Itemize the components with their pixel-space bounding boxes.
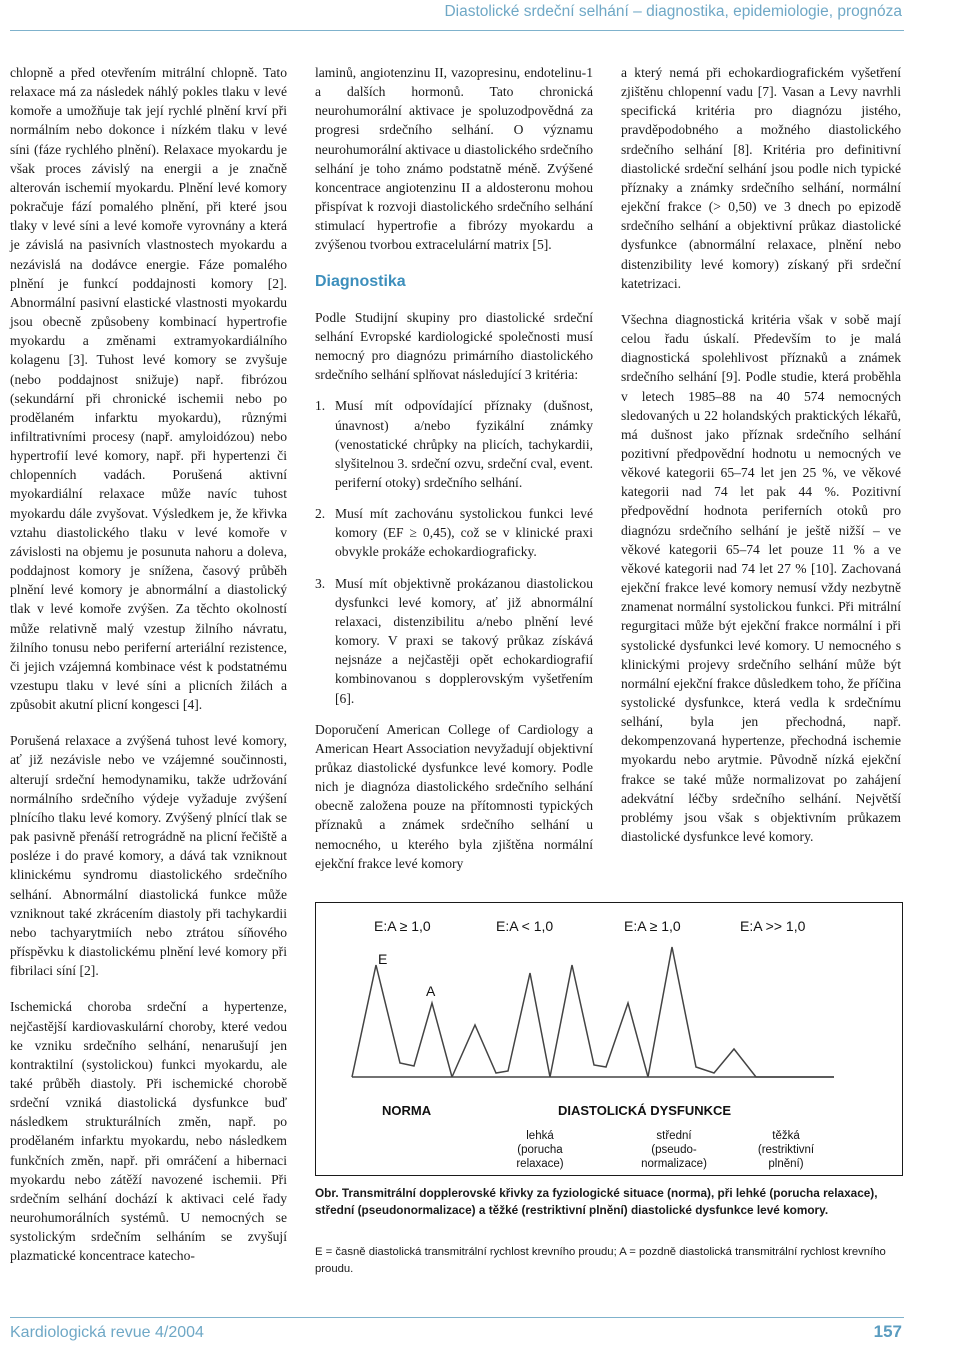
ratio-label: E:A >> 1,0 — [740, 918, 806, 934]
text-column-1 — [10, 63, 287, 1266]
criteria-item — [315, 396, 593, 492]
running-title: Diastolické srdeční selhání – diagnostika, epidemiologie, prognóza — [444, 3, 902, 20]
section-heading: Diagnostika — [315, 272, 406, 290]
moderate-label: střední (pseudo- normalizace) — [641, 1130, 707, 1170]
curve-severe — [648, 947, 834, 1077]
curve-mild — [452, 973, 550, 1077]
text-column-3 — [621, 63, 901, 846]
paragraph: Porušená relaxace a zvýšená tuhost levé komory, ať již nezávisle nebo ve vzájemné součinnosti, alterují srdeční hemodynamiku, takže udržování normálního srdečního výdeje vyžaduje zvýšení plnícího tlaku levé komory. Zvýšený plnící tlak se pak pasivně přenáší retrográdně na plicní řečiště a posléze i do pravé komory, a dává tak vzniknout klinickému syndromu diastolického srdečního selhání. Abnormální diastolická funkce může vzniknout také zkrácením diastoly při tachykardii nebo tachyarytmiích nebo ztrátou síňového příspěvku k diastolickému plnění levé komory při fibrilaci síní [2]. — [10, 733, 287, 979]
page-number: 157 — [873, 1322, 902, 1341]
paragraph: laminů, angiotenzinu II, vazopresinu, endotelinu-1 a dalších hormonů. Tato chronická neurohumorální aktivace je spoluzodpovědná za progresi srdečního selhání. O významu neurohumorální aktivace u diastolického srdečního selhání je toho známo podstatně méně. Zvýšené koncentrace angiotenzinu II a aldosteronu mohou přispívat k rozvoji diastolického srdečního selhání stimulací hypertrofie a fibrózy myokardu a zvýšenou tvorbou extracelulární matrix [5]. — [315, 65, 593, 253]
mild-label: lehká (porucha relaxace) — [516, 1130, 564, 1170]
page-header — [0, 0, 960, 30]
text-column-2 — [315, 63, 593, 873]
doppler-figure — [315, 902, 903, 1176]
journal-issue: Kardiologická revue 4/2004 — [10, 1324, 204, 1341]
ratio-label: E:A ≥ 1,0 — [624, 918, 681, 934]
criteria-number: 1. — [315, 398, 326, 414]
criteria-item — [315, 574, 593, 708]
criteria-item — [315, 504, 593, 561]
criteria-text: Musí mít objektivně prokázanou diastolickou dysfunkci levé komory, ať již abnormální relaxaci, distenzibilitu a/nebo plnění levé komory. V praxi se takový průkaz získává nejsnáze a nejčastěji opět echokardiografií kombinovanou s dopplerovským vyšetřením [6]. — [335, 575, 593, 706]
severe-label: těžká (restriktivní plnění) — [757, 1130, 815, 1170]
paragraph: a který nemá při echokardiografickém vyšetření zjištěnu chlopenní vadu [7]. Vasan a Levy navrhli specifická kritéria pro diagnózu jistého, pravděpodobného a možného diastolického srdečního selhání [8]. Kritéria pro definitivní diastolické srdeční selhání jsou podle nich typické příznaky a známky srdečního selhání, normální ejekční frakce (> 0,50) ve 3 dnech po epizodě srdečního selhání a objektivní průkaz diastolické dysfunkce (abnormální relaxace, plnění nebo distenzibility levé komory) získaný při srdeční katetrizaci. — [621, 65, 901, 291]
paragraph: chlopně a před otevřením mitrální chlopně. Tato relaxace má za následek náhlý pokles tlaku v levé komoře a umožňuje tak její rychlé plnění krví při normálním nebo dokonce i nízkém tlaku v levé síni (fáze rychlého plnění). Relaxace myokardu je však proces závislý na energii a je značně alterován ischemií myokardu. Plnění levé komory pokračuje fází pomalého plnění, při které jsou tlaky v levé síni a levé komoře vyrovnány a která je závislá na pasivních vlastnostech myokardu a nezávislá na dodávce energie. Fáze pomalého plnění je funkcí poddajnosti komory [2]. Abnormální pasivní elastické vlastnosti myokardu jsou obecně způsobeny kombinací hypertrofie myokardu a změnami extramyokardiálního kolagenu [3]. Tuhost levé komory se zvyšuje (nebo poddajnost snižuje) např. fibrózou (sekundární při chronické ischemii nebo po prodělaném infarktu myokardu), různými infiltrativními procesy (např. amyloidózou) nebo hypertrofií levé komory, např. při hypertenzi či chlopenních vadách. Porušená aktivní myokardiální relaxace může navíc tuhost myokardu dále zvyšovat. Výsledkem je, že křivka vztahu diastolického tlaku v levé komoře v závislosti na objemu je posunuta nahoru a doleva, poddajnost komory je snížena, časový průběh plnění levé komory je abnormální a diastolický tlak v levé komoře zvýšen. Za těchto okolností může relativně malý vzestup žilního návratu, žilního tonusu nebo periferní arteriální rezistence, či jejich vzájemná kombinace vést k podstatnému vzestupu tlaku v levé síni a plicních žilách a způsobit akutní plicní kongesci [4]. — [10, 65, 287, 713]
figure-caption-text: E = časně diastolická transmitrální rychlost krevního proudu; A = pozdně diastolická transmitrální rychlost krevního proudu. — [315, 1246, 886, 1275]
criteria-text: Musí mít odpovídající příznaky (dušnost, únavnost) a/nebo fyzikální známky (venostatické chrůpky na plicích, tachykardii, slyšitelnou 3. srdeční ozvu, srdeční cval, event. periferní otoky) srdečního selhání. — [335, 398, 593, 490]
criteria-list — [315, 396, 593, 707]
dysfunction-label: DIASTOLICKÁ DYSFUNKCE — [558, 1103, 732, 1118]
header-divider — [10, 30, 904, 31]
a-wave-label: A — [426, 983, 436, 999]
criteria-text: Musí mít zachovánu systolickou funkci levé komory (EF ≥ 0,45), což se v klinické praxi obvykle prokáže echokardiograficky. — [335, 506, 593, 560]
criteria-number: 2. — [315, 506, 326, 522]
norma-label: NORMA — [382, 1103, 432, 1118]
e-wave-label: E — [378, 951, 388, 967]
curve-moderate — [550, 965, 648, 1077]
curve-norma — [352, 965, 452, 1077]
ratio-label: E:A < 1,0 — [496, 918, 554, 934]
footer-divider — [10, 1317, 904, 1318]
paragraph: Všechna diagnostická kritéria však v sobě mají celou řadu úskalí. Především to je malá diagnostická spolehlivost příznaků a známek srdečního selhání [9]. Podle studie, která proběhla v letech 1985–88 na 40 574 nemocných sledovaných u 22 holandských praktických lékařů, má dušnost jako příznak srdečního selhání pozitivní předpovědní hodnotu u nemocných ve věkové kategorii 65–74 let jen 25 %, ve věkové kategorii nad 74 let pak 44 %. Pozitivní předpovědní hodnota periferních otoků pro diagnózu srdečního selhání je ještě nižší – ve věkové kategorii 65–74 let pouze 11 % a ve věkové kategorii nad 74 let 27 % [10]. Zachovaná ejekční frakce levé komory nemusí vždy nezbytně znamenat normální systolickou funkci. Při mitrální regurgitaci může být ejekční frakce normální i při systolické dysfunkci levé komory. U nemocného s klinickými projevy srdečního selhání může být normální ejekční frakce důsledkem toho, že příčina systolické dysfunkce, která vedla k srdečnímu selhání, byla jen přechodná, např. dekompenzovaná hypertenze, přechodná ischemie myokardu nebo arytmie. Původně nízká ejekční frakce se také může normalizovat po zahájení adekvátní léčby srdečního selhání. Největší problémy jsou však s objektivním průkazem diastolické dysfunkce levé komory. — [621, 311, 901, 845]
ratio-label: E:A ≥ 1,0 — [374, 918, 431, 934]
paragraph: Ischemická choroba srdeční a hypertenze, nejčastější kardiovaskulární choroby, které vedou ke vzniku srdečního selhání, nenarušují jen kontraktilní (systolickou) funkci myokardu, ale také průběh diastoly. Při ischemické chorobě srdeční vzniká diastolická dysfunkce buď následkem strukturálních změn, např. po prodělaném infarktu myokardu, nebo následkem funkčních změn, např. při omráčení a hibernaci myokardu nebo zátěží navozené ischemii. Při srdečním selhání dochází k aktivaci celé řady neurohumorálních systémů. U nemocných se systolickým srdečním selháním se zvyšují plazmatické koncentrace katecho- — [10, 999, 287, 1264]
criteria-number: 3. — [315, 575, 326, 591]
paragraph: Doporučení American College of Cardiology a American Heart Association nevyžadují objektivní průkaz diastolické dysfunkce levé komory. Podle nich je diagnóza diastolického srdečního selhání obecně založena pouze na přítomnosti typických příznaků a známek srdečního selhání u nemocného, u kterého byla zjištěna normální ejekční frakce levé komory — [315, 721, 593, 871]
figure-caption-title: Obr. Transmitrální dopplerovské křivky za fyziologické situace (norma), při lehké (porucha relaxace), střední (pseudonormalizace) a těžké (restriktivní plnění) diastolické dysfunkce levé komory. — [315, 1186, 878, 1217]
paragraph: Podle Studijní skupiny pro diastolické srdeční selhání Evropské kardiologické společnosti musí nemocný pro diagnózu primárního diastolického srdečního selhání splňovat následující 3 kritéria: — [315, 309, 593, 383]
